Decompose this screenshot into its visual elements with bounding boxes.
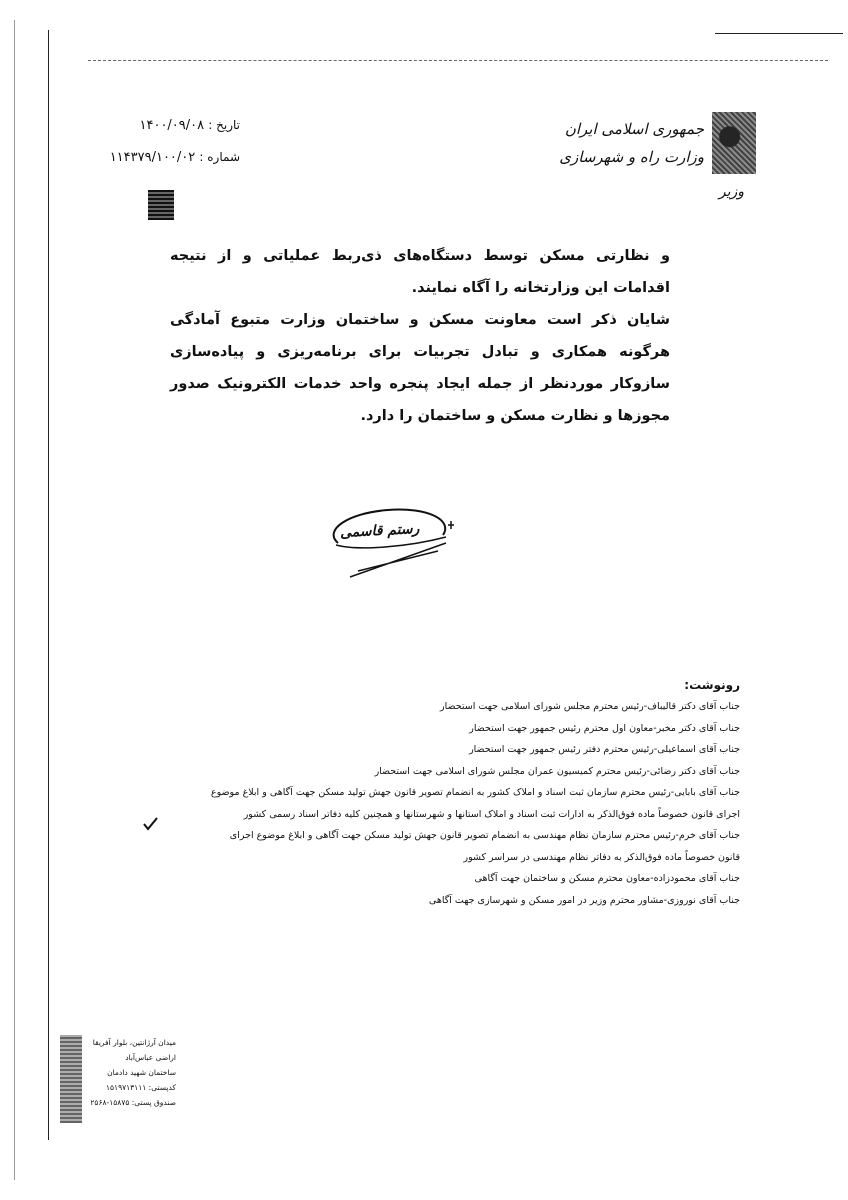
letter-meta bbox=[100, 118, 240, 228]
scan-edge-line bbox=[14, 20, 15, 1180]
cc-item: جناب آقای دکتر رضائی-رئیس محترم کمیسیون عمران مجلس شورای اسلامی جهت استحضار bbox=[374, 765, 740, 777]
body-paragraph: شایان ذکر است معاونت مسکن و ساختمان وزارت متبوع آمادگی هرگونه همکاری و تبادل تجربیات برای برنامه‌ریزی و پیاده‌سازی سازوکار موردنظر از جمله ایجاد پنجره واحد خدمات الکترونیک صدور مجوزها و نظارت مسکن و ساختمان را دارد. bbox=[170, 312, 670, 424]
cc-item: جناب آقای خرم-رئیس محترم سازمان نظام مهندسی به انضمام تصویر قانون جهش تولید مسکن جهت آگاهی و ابلاغ موضوع اجرای bbox=[229, 830, 740, 841]
cc-title: رونوشت: bbox=[684, 678, 740, 692]
cc-item: جناب آقای اسماعیلی-رئیس محترم دفتر رئیس جمهور جهت استحضار bbox=[469, 744, 740, 755]
cc-list bbox=[150, 696, 740, 911]
date-row bbox=[140, 118, 241, 133]
footer-address bbox=[60, 1035, 176, 1125]
government-title: جمهوری اسلامی ایران bbox=[564, 120, 704, 138]
check-mark-icon bbox=[142, 816, 158, 832]
body-paragraph: و نظارتی مسکن توسط دستگاه‌های ذی‌ربط عملیاتی و از نتیجه اقدامات این وزارتخانه را آگاه نمایند. bbox=[170, 248, 670, 296]
address-line: کدپستی: ۱۵۱۹۷۱۳۱۱۱ bbox=[105, 1083, 176, 1092]
cc-item: جناب آقای بابایی-رئیس محترم سازمان ثبت اسناد و املاک کشور به انضمام تصویر قانون جهش تولید مسکن جهت آگاهی و ابلاغ موضوع bbox=[210, 787, 740, 798]
footer-logo-icon bbox=[60, 1035, 82, 1123]
number-value: ۱۱۴۳۷۹/۱۰۰/۰۲ bbox=[109, 150, 196, 165]
address-line: میدان آرژانتین، بلوار آفریقا bbox=[92, 1038, 176, 1047]
ministry-name: وزارت راه و شهرسازی bbox=[559, 148, 704, 166]
cc-item: جناب آقای نوروزی-مشاور محترم وزیر در امور مسکن و شهرسازی جهت آگاهی bbox=[428, 894, 740, 906]
scan-top-line bbox=[715, 33, 843, 34]
letterhead bbox=[496, 112, 756, 212]
cc-item: جناب آقای محمودزاده-معاون محترم مسکن و ساختمان جهت آگاهی bbox=[474, 873, 740, 884]
address-line: اراضی عباس‌آباد bbox=[125, 1053, 176, 1062]
scan-edge-line bbox=[48, 30, 49, 1140]
number-label: شماره : bbox=[199, 150, 240, 164]
number-row bbox=[110, 150, 240, 165]
iran-emblem-icon bbox=[712, 112, 756, 174]
barcode-stamp-icon bbox=[148, 190, 174, 220]
signature bbox=[318, 495, 468, 585]
cc-block bbox=[150, 678, 740, 911]
address-line: صندوق پستی: ۱۵۸۷۵-۲۵۶۸ bbox=[90, 1098, 176, 1107]
cc-item: قانون خصوصاً ماده فوق‌الذکر به دفاتر نظام مهندسی در سراسر کشور bbox=[463, 851, 740, 863]
cc-item: جناب آقای دکتر قالیباف-رئیس محترم مجلس شورای اسلامی جهت استحضار bbox=[440, 701, 740, 712]
cc-item: جناب آقای دکتر مخبر-معاون اول محترم رئیس جمهور جهت استحضار bbox=[469, 722, 740, 734]
cc-item: اجرای قانون خصوصاً ماده فوق‌الذکر به ادارات ثبت اسناد و املاک استانها و شهرستانها و همچنین کلیه دفاتر اسناد رسمی کشور bbox=[243, 808, 740, 820]
address-lines bbox=[84, 1035, 176, 1110]
letter-body bbox=[170, 240, 670, 432]
address-line: ساختمان شهید دادمان bbox=[107, 1068, 176, 1077]
signature-name: رستم قاسمی bbox=[339, 520, 420, 542]
date-value: ۱۴۰۰/۰۹/۰۸ bbox=[139, 118, 205, 133]
minister-title: وزیر bbox=[718, 184, 744, 200]
date-label: تاریخ : bbox=[208, 118, 240, 132]
header-dashed-border bbox=[88, 60, 828, 61]
